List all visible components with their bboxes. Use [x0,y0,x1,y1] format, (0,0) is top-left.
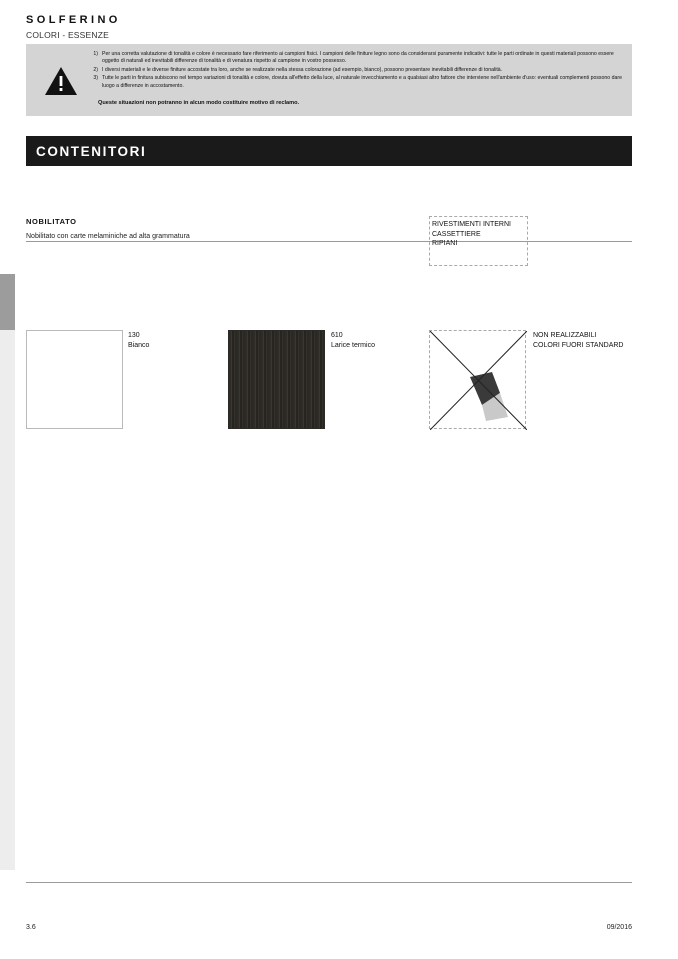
notice-disclaimer: Queste situazioni non potranno in alcun modo costituire motivo di reclamo. [98,100,300,106]
notice-item [84,51,622,66]
notice-item-text: I diversi materiali e le diverse finiture accostate tra loro, anche se realizzate nella stessa colorazione (ad esempio, bianco), possono presentare inevitabili differenze di tonalità. [102,66,503,73]
color-swatch-larice-termico [228,330,325,429]
page-number: 3.6 [26,924,36,931]
page-date: 09/2016 [606,924,632,931]
unavailable-line-1: NON REALIZZABILI [533,332,597,339]
material-heading: NOBILITATO [26,217,77,226]
page-subtitle: COLORI - ESSENZE [26,30,110,40]
color-swatch-code: 610 [331,332,343,339]
warning-triangle-icon [44,66,78,96]
color-swatch-bianco [26,330,123,429]
notice-item-number: 2) [93,66,98,73]
unavailable-line-2: COLORI FUORI STANDARD [533,341,624,349]
legend-text [432,220,511,249]
notice-item-text: Per una corretta valutazione di tonalità e colore è necessario fare riferimento ai campioni fisici. I campioni delle finiture legno sono da considerarsi puramente indicativi: tutte le parti ordinate in questi materiali possono essere oggetto di naturali ed inevitabili differenze di tonalità e di venatura rispetto al campione in vostro possesso. [102,51,614,65]
legend-line: RIVESTIMENTI INTERNI [432,221,511,228]
notice-item-text: Tutte le parti in finitura subiscono nel tempo variazioni di tonalità e colore, dovuta all'effetto della luce, al naturale invecchiamento e a qualsiasi altro fattore che interviene nell'ambiente d'uso: eventuali complementi possono dare luogo a differenze in accostamento. [102,75,623,89]
color-swatch-code: 130 [128,332,140,339]
notice-item [84,75,622,90]
legend-line: CASSETTIERE [432,230,481,238]
color-swatch-label [331,331,375,350]
cross-out-icon [430,331,525,428]
brand-title: SOLFERINO [26,14,121,26]
legend-line: RIPIANI [432,240,458,248]
notice-item [84,67,622,74]
divider-top [26,241,632,242]
color-swatch-unavailable [429,330,526,429]
unavailable-label [533,331,624,350]
section-title-bar-label: CONTENITORI [36,144,147,159]
side-tab-dark [0,274,15,330]
color-swatch-name: Bianco [128,341,150,349]
section-title-bar [26,136,632,166]
divider-footer [26,882,632,883]
notice-item-number: 3) [93,75,98,82]
notice-list [84,51,622,91]
side-tab-light [0,330,15,870]
notice-item-number: 1) [93,51,98,57]
color-swatch-label [128,331,149,350]
notice-box [26,44,632,116]
material-description: Nobilitato con carte melaminiche ad alta grammatura [26,233,190,240]
color-swatch-name: Larice termico [331,341,375,349]
